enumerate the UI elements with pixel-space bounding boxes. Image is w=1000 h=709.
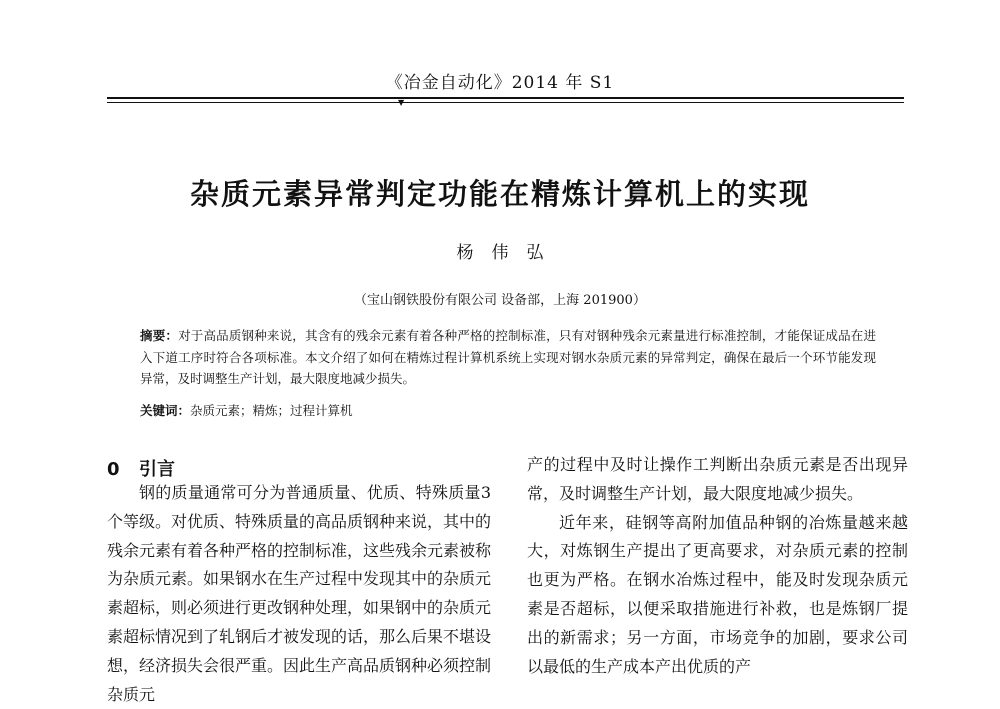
section-heading [107,455,175,481]
author-affiliation: （宝山钢铁股份有限公司 设备部，上海 201900） [354,293,646,308]
journal-header: 《冶金自动化》2014 年 S1 [385,73,615,93]
body-paragraph: 产的过程中及时让操作工判断出杂质元素是否出现异常，及时调整生产计划，最大限度地减少损失。 [527,455,908,503]
header-rule-thin [107,102,904,103]
header-rule [107,97,904,99]
section-title: 引言 [139,459,175,480]
section-number: 0 [107,459,120,480]
keywords [140,401,876,421]
abstract-text: 对于高品质钢种来说，其含有的残余元素有着各种严格的控制标准，只有对钢种残余元素量进行标准控制，才能保证成品在进入下道工序时符合各项标准。本文介绍了如何在精炼过程计算机系统上实现对钢水杂质元素的异常判定，确保在最后一个环节能发现异常，及时调整生产计划，最大限度地减少损失。 [140,328,876,386]
left-column [107,479,491,709]
abstract-label: 摘要： [140,328,179,343]
right-column [527,451,908,681]
abstract [140,325,876,390]
body-paragraph: 钢的质量通常可分为普通质量、优质、特殊质量3个等级。对优质、特殊质量的高品质钢种来说，其中的残余元素有着各种严格的控制标准，这些残余元素被称为杂质元素。如果钢水在生产过程中发现其中的杂质元素超标，则必须进行更改钢种处理，如果钢中的杂质元素超标情况到了轧钢后才被发现的话，那么后果不堪设想，经济损失会很严重。因此生产高品质钢种必须控制杂质元 [107,483,492,704]
author-name: 杨伟弘 [456,243,562,263]
keywords-label: 关键词： [140,403,191,418]
paper-title: 杂质元素异常判定功能在精炼计算机上的实现 [189,177,810,211]
body-paragraph: 近年来，硅钢等高附加值品种钢的冶炼量越来越大，对炼钢生产提出了更高要求，对杂质元素的控制也更为严格。在钢水冶炼过程中，能及时发现杂质元素是否超标，以便采取措施进行补救，也是炼钢厂提出的新需求；另一方面，市场竞争的加剧，要求公司以最低的生产成本产出优质的产 [527,512,908,676]
keywords-text: 杂质元素；精炼；过程计算机 [190,403,353,418]
header-rule-mark: ▼ [398,98,405,107]
